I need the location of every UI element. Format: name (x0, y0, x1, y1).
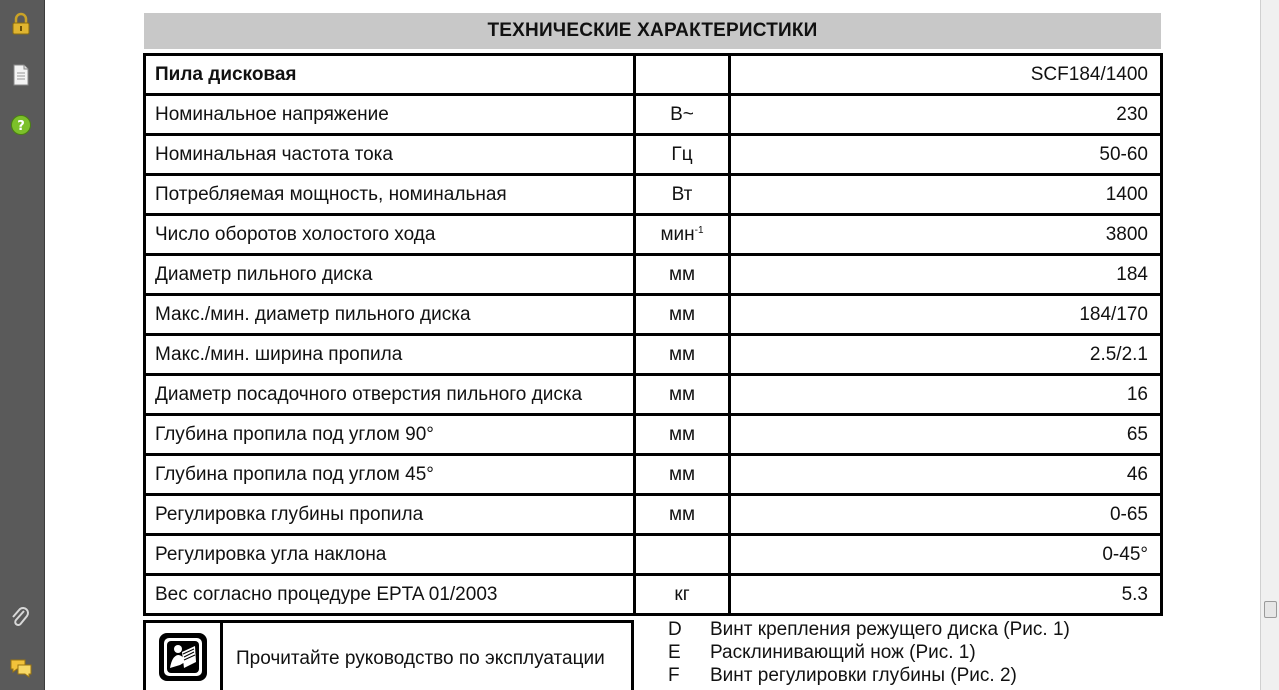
spec-unit-text: мин (660, 223, 695, 245)
table-row (146, 456, 1163, 496)
pages-icon[interactable] (7, 61, 35, 89)
spec-unit-text: В~ (670, 103, 694, 125)
legend-text: Винт регулировки глубины (Рис. 2) (710, 664, 1017, 686)
spec-unit (636, 376, 731, 416)
specifications-table (143, 53, 1163, 616)
table-row (146, 576, 1163, 616)
spec-unit (636, 256, 731, 296)
spec-value: 0-45° (731, 536, 1163, 576)
spec-name: Вес согласно процедуре EPTA 01/2003 (146, 576, 636, 616)
page-title: ТЕХНИЧЕСКИЕ ХАРАКТЕРИСТИКИ (144, 13, 1161, 49)
spec-name: Потребляемая мощность, номинальная (146, 176, 636, 216)
scrollbar-thumb[interactable] (1264, 601, 1277, 618)
spec-unit (636, 176, 731, 216)
parts-legend (668, 618, 1070, 687)
spec-unit-text: мм (668, 503, 696, 525)
legend-letter: D (668, 618, 682, 640)
spec-unit (636, 296, 731, 336)
table-row (146, 136, 1163, 176)
spec-name: Макс./мин. диаметр пильного диска (146, 296, 636, 336)
spec-value: 184 (731, 256, 1163, 296)
spec-unit (636, 536, 731, 576)
table-row (146, 96, 1163, 136)
spec-name: Диаметр посадочного отверстия пильного диска (146, 376, 636, 416)
spec-unit-text: мм (668, 303, 696, 325)
spec-value: SCF184/1400 (731, 56, 1163, 96)
spec-value: 1400 (731, 176, 1163, 216)
spec-name: Регулировка глубины пропила (146, 496, 636, 536)
comments-icon[interactable] (7, 654, 35, 682)
table-row (146, 256, 1163, 296)
lock-icon[interactable] (7, 10, 35, 38)
read-manual-icon (158, 632, 208, 682)
spec-unit-text: Вт (671, 183, 693, 205)
spec-name: Глубина пропила под углом 90° (146, 416, 636, 456)
spec-name: Макс./мин. ширина пропила (146, 336, 636, 376)
document-page (46, 0, 1260, 690)
spec-value: 184/170 (731, 296, 1163, 336)
spec-unit-text: мм (668, 463, 696, 485)
spec-unit (636, 576, 731, 616)
navigation-pane (0, 0, 45, 690)
spec-unit (636, 416, 731, 456)
spec-value: 65 (731, 416, 1163, 456)
table-row (146, 416, 1163, 456)
table-row (146, 336, 1163, 376)
spec-value: 16 (731, 376, 1163, 416)
spec-unit (636, 136, 731, 176)
spec-value: 3800 (731, 216, 1163, 256)
table-row (146, 56, 1163, 96)
notice-icon-cell (146, 623, 223, 690)
spec-unit-text: кг (674, 583, 690, 605)
table-row (146, 536, 1163, 576)
spec-name: Номинальное напряжение (146, 96, 636, 136)
legend-item (668, 641, 1070, 664)
spec-unit (636, 96, 731, 136)
spec-name: Пила дисковая (146, 56, 636, 96)
spec-value: 0-65 (731, 496, 1163, 536)
spec-value: 2.5/2.1 (731, 336, 1163, 376)
spec-value: 230 (731, 96, 1163, 136)
spec-unit-superscript: -1 (694, 224, 704, 236)
manual-notice (143, 620, 634, 690)
table-row (146, 296, 1163, 336)
table-row (146, 496, 1163, 536)
help-icon[interactable] (7, 111, 35, 139)
spec-name: Число оборотов холостого хода (146, 216, 636, 256)
spec-unit-text: мм (668, 343, 696, 365)
legend-letter: E (668, 641, 681, 663)
legend-text: Винт крепления режущего диска (Рис. 1) (710, 618, 1070, 640)
spec-unit (636, 336, 731, 376)
legend-item (668, 664, 1070, 687)
vertical-scrollbar[interactable] (1260, 0, 1279, 690)
table-row (146, 216, 1163, 256)
spec-unit (636, 216, 731, 256)
spec-unit-text: мм (668, 263, 696, 285)
spec-value: 5.3 (731, 576, 1163, 616)
spec-unit (636, 456, 731, 496)
attachment-icon[interactable] (7, 604, 35, 632)
legend-item (668, 618, 1070, 641)
spec-name: Глубина пропила под углом 45° (146, 456, 636, 496)
spec-value: 50-60 (731, 136, 1163, 176)
spec-value: 46 (731, 456, 1163, 496)
spec-unit-text: Гц (671, 143, 693, 165)
spec-name: Номинальная частота тока (146, 136, 636, 176)
table-row (146, 376, 1163, 416)
spec-name: Диаметр пильного диска (146, 256, 636, 296)
spec-unit (636, 496, 731, 536)
notice-text: Прочитайте руководство по эксплуатации (236, 648, 605, 669)
spec-unit (636, 56, 731, 96)
spec-unit-text: мм (668, 423, 696, 445)
legend-letter: F (668, 664, 680, 686)
spec-unit-text: мм (668, 383, 696, 405)
table-row (146, 176, 1163, 216)
spec-name: Регулировка угла наклона (146, 536, 636, 576)
legend-text: Расклинивающий нож (Рис. 1) (710, 641, 976, 663)
svg-text:?: ? (17, 119, 25, 134)
